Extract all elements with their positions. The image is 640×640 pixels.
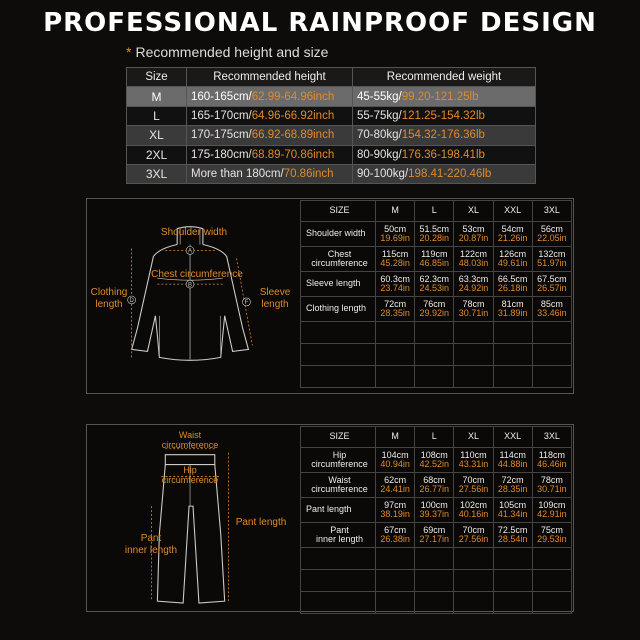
value-cell [532, 448, 571, 473]
column-header: SIZE [301, 201, 376, 222]
empty-row [301, 366, 572, 388]
column-header: 3XL [532, 201, 571, 222]
value-in: 41.34in [497, 509, 528, 519]
height-cell [187, 87, 353, 106]
table-row [301, 498, 572, 523]
column-header: M [376, 201, 415, 222]
column-header: SIZE [301, 427, 376, 448]
value-cell [493, 448, 532, 473]
value-in: 20.87in [458, 233, 489, 243]
value-cm: 66.5cm [497, 273, 528, 284]
empty-cell [532, 548, 571, 570]
value-cell [493, 247, 532, 272]
height-cm: 175-180cm/ [191, 148, 252, 161]
value-cm: 81cm [501, 298, 524, 309]
value-in: 26.38in [380, 534, 410, 544]
value-cm: 53cm [462, 223, 485, 234]
value-in: 33.46in [537, 308, 567, 318]
value-in: 51.97in [537, 258, 567, 268]
table-row [127, 164, 536, 183]
value-in: 27.56in [458, 484, 489, 494]
empty-cell [301, 322, 376, 344]
weight-lb: 176.36-198.41lb [401, 148, 485, 161]
value-in: 23.74in [380, 283, 410, 293]
weight-lb: 198.41-220.46lb [408, 168, 492, 181]
empty-cell [493, 570, 532, 592]
weight-kg: 55-75kg/ [357, 109, 402, 122]
empty-cell [532, 366, 571, 388]
column-header: XXL [493, 427, 532, 448]
size-cell: L [127, 106, 187, 125]
empty-cell [532, 344, 571, 366]
height-cell [187, 145, 353, 164]
label-hip-circumference: Hip circumference [161, 465, 219, 486]
value-cell [454, 247, 493, 272]
value-cell [376, 523, 415, 548]
value-cm: 109cm [538, 499, 566, 510]
empty-cell [415, 366, 454, 388]
value-cm: 51.5cm [419, 223, 450, 234]
value-cell [493, 473, 532, 498]
column-header: XL [454, 427, 493, 448]
height-inch: 66.92-68.89inch [251, 129, 335, 142]
value-cm: 78cm [462, 298, 485, 309]
table-row [127, 87, 536, 106]
empty-cell [301, 344, 376, 366]
value-cm: 118cm [538, 449, 566, 460]
value-in: 20.28in [419, 233, 450, 243]
height-cell [187, 164, 353, 183]
column-header: M [376, 427, 415, 448]
empty-cell [454, 570, 493, 592]
value-cell [532, 222, 571, 247]
table-row [301, 222, 572, 247]
empty-cell [454, 366, 493, 388]
value-in: 26.18in [497, 283, 528, 293]
weight-kg: 90-100kg/ [357, 168, 409, 181]
value-in: 24.41in [380, 484, 410, 494]
row-label: Waist circumference [301, 473, 376, 498]
value-cm: 97cm [384, 499, 407, 510]
weight-cell [353, 87, 536, 106]
empty-cell [376, 592, 415, 614]
size-cell: XL [127, 126, 187, 145]
value-cell [376, 247, 415, 272]
weight-cell [353, 164, 536, 183]
value-cell [493, 523, 532, 548]
empty-cell [493, 344, 532, 366]
value-in: 44.88in [497, 459, 528, 469]
label-shoulder-width: Shoulder width [160, 227, 228, 238]
weight-cell [353, 145, 536, 164]
value-cm: 56cm [540, 223, 563, 234]
recommended-size-table [126, 67, 536, 184]
height-inch: 64.96-66.92inch [251, 109, 335, 122]
value-cell [454, 448, 493, 473]
empty-cell [415, 570, 454, 592]
value-cell [376, 448, 415, 473]
empty-cell [415, 592, 454, 614]
value-in: 43.31in [458, 459, 489, 469]
value-cell [415, 473, 454, 498]
header-size: Size [127, 68, 187, 87]
weight-cell [353, 106, 536, 125]
marker-d: D [129, 298, 134, 305]
value-in: 28.35in [497, 484, 528, 494]
label-sleeve-length: Sleeve length [259, 287, 291, 310]
value-in: 29.92in [419, 308, 450, 318]
empty-cell [301, 548, 376, 570]
subtitle [126, 44, 328, 60]
empty-cell [376, 344, 415, 366]
value-in: 49.61in [497, 258, 528, 268]
height-cell [187, 126, 353, 145]
empty-row [301, 592, 572, 614]
value-cm: 63.3cm [458, 273, 489, 284]
marker-a: A [188, 248, 193, 255]
value-cell [415, 498, 454, 523]
row-label: Clothing length [301, 297, 376, 322]
page-title: PROFESSIONAL RAINPROOF DESIGN [43, 8, 597, 38]
header-weight: Recommended weight [353, 68, 536, 87]
row-label: Pant inner length [301, 523, 376, 548]
value-cm: 85cm [540, 298, 563, 309]
value-cell [376, 272, 415, 297]
empty-cell [532, 592, 571, 614]
value-cell [415, 272, 454, 297]
value-cell [532, 473, 571, 498]
value-cell [415, 247, 454, 272]
subtitle-text: Recommended height and size [135, 44, 329, 60]
size-cell: M [127, 87, 187, 106]
value-cell [454, 523, 493, 548]
weight-lb: 154.32-176.36lb [401, 129, 485, 142]
table-header-row [301, 201, 572, 222]
value-cm: 69cm [423, 524, 446, 535]
empty-cell [301, 366, 376, 388]
jacket-size-table [300, 200, 572, 388]
value-cell [532, 498, 571, 523]
column-header: 3XL [532, 427, 571, 448]
empty-row [301, 322, 572, 344]
value-cm: 114cm [499, 449, 526, 460]
empty-cell [493, 366, 532, 388]
weight-kg: 45-55kg/ [357, 90, 402, 103]
value-cm: 115cm [381, 248, 409, 259]
value-in: 19.69in [380, 233, 410, 243]
value-in: 22.05in [537, 233, 567, 243]
height-inch: 68.89-70.86inch [251, 148, 335, 161]
empty-cell [301, 570, 376, 592]
table-row [127, 145, 536, 164]
value-cm: 54cm [501, 223, 524, 234]
value-in: 42.52in [419, 459, 450, 469]
empty-cell [376, 322, 415, 344]
row-label: Pant length [301, 498, 376, 523]
value-cm: 122cm [459, 248, 487, 259]
value-cm: 62.3cm [419, 273, 450, 284]
value-in: 24.92in [458, 283, 489, 293]
value-in: 24.53in [419, 283, 450, 293]
row-label: Chest circumference [301, 247, 376, 272]
value-in: 30.71in [537, 484, 567, 494]
weight-lb: 99.20-121.25lb [401, 90, 479, 103]
table-row [127, 106, 536, 125]
value-in: 40.94in [380, 459, 410, 469]
height-inch: 70.86inch [283, 168, 334, 181]
value-cell [493, 498, 532, 523]
height-inch: 62.99-64.96inch [251, 90, 335, 103]
value-in: 27.56in [458, 534, 489, 544]
label-pant-length: Pant length [235, 517, 287, 528]
empty-cell [376, 548, 415, 570]
table-row [127, 126, 536, 145]
empty-cell [376, 570, 415, 592]
height-cm: 165-170cm/ [191, 109, 252, 122]
value-in: 30.71in [458, 308, 489, 318]
value-cell [415, 448, 454, 473]
row-label: Shoulder width [301, 222, 376, 247]
empty-cell [532, 570, 571, 592]
height-cm: More than 180cm/ [191, 168, 284, 181]
value-cm: 119cm [421, 248, 448, 259]
value-cm: 126cm [499, 248, 527, 259]
column-header: XL [454, 201, 493, 222]
value-in: 48.03in [458, 258, 489, 268]
table-row [301, 523, 572, 548]
value-cm: 68cm [423, 474, 446, 485]
value-cm: 102cm [459, 499, 487, 510]
value-in: 40.16in [458, 509, 489, 519]
value-cm: 70cm [462, 474, 485, 485]
empty-cell [415, 548, 454, 570]
value-cm: 67.5cm [537, 273, 567, 284]
column-header: XXL [493, 201, 532, 222]
value-cm: 75cm [540, 524, 563, 535]
label-chest-circumference: Chest circumference [151, 269, 243, 280]
value-in: 27.17in [419, 534, 450, 544]
value-cm: 72cm [501, 474, 524, 485]
value-cell [493, 297, 532, 322]
empty-cell [454, 344, 493, 366]
value-cell [415, 297, 454, 322]
empty-cell [454, 548, 493, 570]
value-in: 31.89in [497, 308, 528, 318]
empty-row [301, 344, 572, 366]
size-cell: 2XL [127, 145, 187, 164]
value-in: 46.85in [419, 258, 450, 268]
value-cell [532, 523, 571, 548]
value-cell [454, 297, 493, 322]
value-cell [532, 247, 571, 272]
empty-cell [454, 322, 493, 344]
value-in: 38.19in [380, 509, 410, 519]
value-in: 26.57in [537, 283, 567, 293]
empty-cell [532, 322, 571, 344]
table-row [301, 272, 572, 297]
empty-cell [376, 366, 415, 388]
label-clothing-length: Clothing length [90, 287, 128, 310]
value-cell [493, 272, 532, 297]
size-cell: 3XL [127, 164, 187, 183]
value-cell [415, 523, 454, 548]
value-cm: 72cm [384, 298, 407, 309]
value-cell [454, 222, 493, 247]
value-cell [454, 498, 493, 523]
value-cm: 50cm [384, 223, 407, 234]
table-row [301, 247, 572, 272]
empty-row [301, 548, 572, 570]
value-cell [454, 473, 493, 498]
row-label: Hip circumference [301, 448, 376, 473]
value-cm: 62cm [384, 474, 407, 485]
table-header-row [301, 427, 572, 448]
value-cell [493, 222, 532, 247]
label-waist-circumference: Waist circumference [161, 430, 219, 451]
value-in: 28.54in [497, 534, 528, 544]
pants-size-table [300, 426, 572, 614]
value-in: 46.46in [537, 459, 567, 469]
value-cell [415, 222, 454, 247]
empty-row [301, 570, 572, 592]
column-header: L [415, 427, 454, 448]
value-cm: 108cm [420, 449, 448, 460]
marker-f: F [244, 300, 249, 307]
empty-cell [301, 592, 376, 614]
empty-cell [493, 322, 532, 344]
value-cell [532, 272, 571, 297]
empty-cell [454, 592, 493, 614]
height-cm: 160-165cm/ [191, 90, 252, 103]
table-row [301, 297, 572, 322]
value-cm: 100cm [420, 499, 448, 510]
value-in: 21.26in [497, 233, 528, 243]
value-cm: 76cm [423, 298, 446, 309]
value-in: 39.37in [419, 509, 450, 519]
value-cm: 110cm [460, 449, 487, 460]
weight-kg: 70-80kg/ [357, 129, 402, 142]
value-cm: 78cm [540, 474, 563, 485]
empty-cell [493, 592, 532, 614]
value-in: 26.77in [419, 484, 450, 494]
value-in: 45.28in [380, 258, 410, 268]
value-cell [376, 222, 415, 247]
header-height: Recommended height [187, 68, 353, 87]
table-row [301, 448, 572, 473]
weight-lb: 121.25-154.32lb [401, 109, 485, 122]
weight-kg: 80-90kg/ [357, 148, 402, 161]
value-cm: 105cm [499, 499, 527, 510]
height-cm: 170-175cm/ [191, 129, 252, 142]
row-label: Sleeve length [301, 272, 376, 297]
value-cell [376, 498, 415, 523]
value-cm: 72.5cm [497, 524, 528, 535]
value-cm: 67cm [384, 524, 407, 535]
label-pant-inner-length: Pant inner length [124, 533, 178, 556]
empty-cell [493, 548, 532, 570]
value-cm: 132cm [538, 248, 566, 259]
value-in: 28.35in [380, 308, 410, 318]
value-cell [376, 473, 415, 498]
marker-b: B [188, 282, 193, 289]
weight-cell [353, 126, 536, 145]
empty-cell [415, 322, 454, 344]
table-row [301, 473, 572, 498]
value-cell [532, 297, 571, 322]
value-in: 29.53in [537, 534, 567, 544]
value-cm: 60.3cm [380, 273, 410, 284]
value-cm: 104cm [381, 449, 409, 460]
star-icon: * [126, 44, 132, 60]
value-cell [376, 297, 415, 322]
value-cell [454, 272, 493, 297]
value-in: 42.91in [537, 509, 567, 519]
value-cm: 70cm [462, 524, 485, 535]
empty-cell [415, 344, 454, 366]
height-cell [187, 106, 353, 125]
column-header: L [415, 201, 454, 222]
